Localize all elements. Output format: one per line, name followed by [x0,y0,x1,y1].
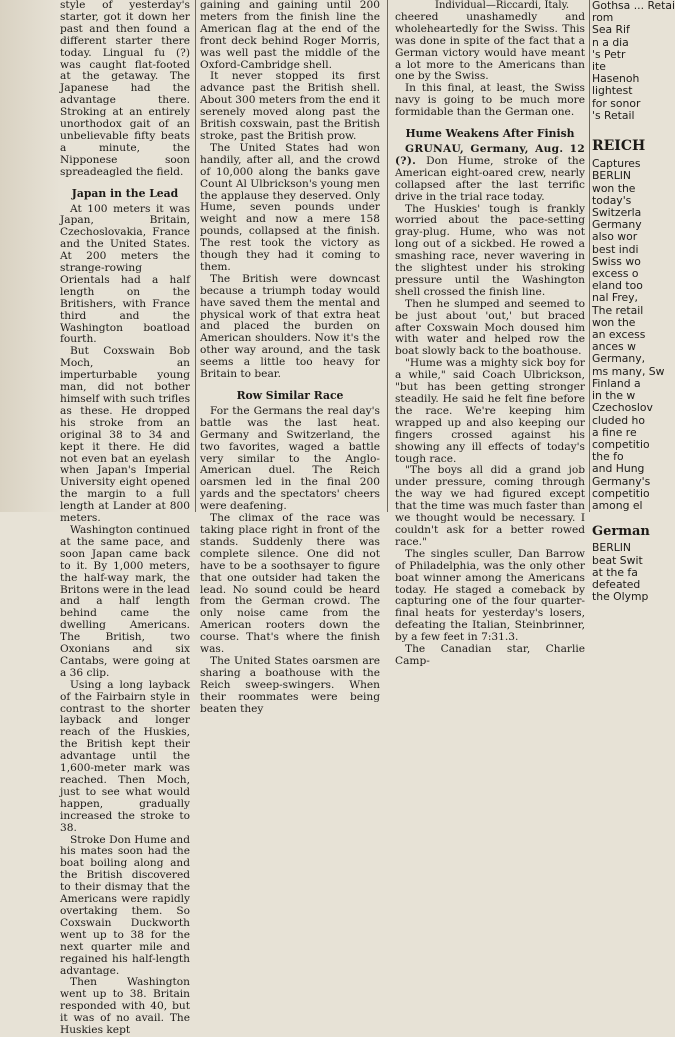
dateline: GRUNAU, Germany, Aug. 12 (?). [395,142,585,167]
column-4-line: best indi [592,242,639,256]
paragraph: Stroke Don Hume and his mates soon had the boat boiling along and the British discovered to their dismay that the Americans were rapidly overtaking them. So Coxswain Duckworth went up to 38 for the next quarter mile and regained his half-length advantage. [60,833,190,977]
paragraph: But Coxswain Bob Moch, an imperturbable young man, did not bother himself with such trifles as these. He dropped his stroke from an original 38 to 34 and kept it there. He did not even bat an eyelash when Japan's Imperial University eight opened the margin to a full length at Lander at 800 meters. [60,345,190,525]
results-caption: Individual—Riccardi, Italy. [435,0,570,11]
column-4-line: nal Frey, [592,291,638,305]
subheading-japan-in-lead: Japan in the Lead [71,186,179,200]
column-4-line: lightest [592,84,633,98]
column-4-lines-c [592,542,652,603]
column-4-line: Finland a [592,376,641,390]
column-4-line: the fo [592,450,624,464]
column-2 [200,0,380,715]
column-4-line: an excess [592,328,646,342]
column-4-line: 's Petr [592,47,626,61]
column-4-top: Gothsa ... Retai [592,0,675,12]
paragraph: The British were downcast because a triumph today would have saved them the mental and physical work of that extra heat and placed the burden on American shoulders. Now it's the other way around, and the task seems a little too heavy for Britain to bear. [200,272,380,381]
column-4-line: 's Retail [592,108,635,122]
column-4-line: Sea Rif [592,23,630,37]
column-4-lines-b [592,157,665,512]
column-4-line: in the w [592,389,636,403]
column-4-line: the Olymp [592,590,649,604]
paragraph: The United States oarsmen are sharing a boathouse with the Reich sweep-swingers. When their roommates were being beaten they [200,654,380,715]
paragraph: The Huskies' tough is frankly worried about the pace-setting gray-plug. Hume, who was not long out of a sickbed. He rowed a smashing race, never wavering in the slightest under his stroking pressure until the Washington shell crossed the finish line. [395,202,585,298]
paragraph: Then Washington went up to 38. Britain responded with 40, but it was of no avail. The Huskies kept [60,976,190,1037]
column-4-line: ms many, Sw [592,364,665,378]
column-1 [60,0,190,1037]
column-3 [395,0,585,667]
column-4-line: competitio [592,437,650,451]
column-4-line: for sonor [592,96,641,110]
column-2-lead: gaining and gaining until 200 meters from the finish line the American flag at the end of the front deck behind Roger Morris, was well past the middle of the Oxford-Cambridge shell. [200,0,380,71]
column-4-line: ances w [592,340,636,354]
column-4-line: ite [592,60,606,74]
paragraph: For the Germans the real day's battle was the last heat. Germany and Switzerland, the two favorites, waged a battle very similar to the Anglo-American duel. The Reich oarsmen led in the final 200 yards and the spectators' cheers were deafening. [200,404,380,513]
column-4-line: Germany, [592,352,646,366]
column-4-line: won the [592,315,636,329]
paragraph: The singles sculler, Dan Barrow of Philadelphia, was the only other boat winner among the Americans today. He staged a comeback by capturing one of the four quarter-final heats for yesterday's losers, defeating the Italian, Steinbrinner, by a few feet in 7:31.3. [395,547,585,644]
heading-german: German [592,524,650,540]
column-4-line: also wor [592,230,638,244]
column-4-line: Germany [592,218,642,232]
heading-reich: REICH [592,138,646,155]
column-4-line: Czechoslov [592,401,653,415]
column-4-line: cluded ho [592,413,646,427]
column-4-line: BERLIN [592,169,632,183]
page-gutter [0,0,60,512]
column-4-line: rom [592,11,614,25]
column-4-line: Germany's [592,474,651,488]
column-rule [195,0,196,512]
column-4 [592,0,675,604]
column-4-line: eland too [592,279,643,293]
paragraph: Using a long layback of the Fairbairn style in contrast to the shorter layback and longer reach of the Huskies, the British kept their advantage until the 1,600-meter mark was reached. Then Moch, just to see what would happen, gradually increased the stroke to 38. [60,678,190,834]
column-3-lead: cheered unashamedly and wholeheartedly for the Swiss. This was done in spite of the fact that a German victory would have meant a lot more to the Americans than one by the Swiss. [395,10,585,83]
column-4-line: today's [592,193,632,207]
column-4-lines-a [592,12,652,122]
column-rule [387,0,388,512]
paragraph: The United States had won handily, after all, and the crowd of 10,000 along the banks gave Count Al Ulbrickson's young men the applause they deserved. Only Hume, seven pounds under weight and now a mere 158 pounds, collapsed at the finish. The rest took the victory as though they had it coming to them. [200,141,380,273]
paragraph: At 100 meters it was Japan, Britain, Czechoslovakia, France and the United States. At 200 meters the strange-rowing Orientals had a half length on the Britishers, with France third and the Washington boatload fourth. [60,202,190,346]
column-1-lead: style of yesterday's starter, got it down her past and then found a different starter there today. Lingual fu (?) was caught flat-footed at the getaway. The Japanese had the advantage there. Stroking at an entirely unorthodox gait of an unbelievable fifty beats a minute, the Nipponese soon spreadeagled the field. [60,0,190,178]
paragraph: Then he slumped and seemed to be just about 'out,' but braced after Coxswain Moch doused him with water and helped row the boat slowly back to the boathouse. [395,297,585,358]
column-4-line: at the fa [592,565,638,579]
paragraph: The climax of the race was taking place right in front of the stands. Suddenly there was complete silence. One did not have to be a soothsayer to figure that one outsider had taken the lead. No sound could be heard from the German crowd. The only noise came from the American rooters down the course. That's where the finish was. [200,512,380,656]
paragraph: In this final, at least, the Swiss navy is going to be much more formidable than the German one. [395,82,585,119]
paragraph: "Hume was a mighty sick boy for a while," said Coach Ulbrickson, "but has been getting stronger steadily. He said he felt fine before the race. We're keeping him wrapped up and also keeping our fingers crossed against his showing any ill effects of today's tough race. [395,357,585,465]
column-4-line: among el [592,498,643,512]
column-4-line: n a dia [592,35,629,49]
column-4-line: Captures [592,157,641,171]
column-4-line: beat Swit [592,553,643,567]
column-4-line: won the [592,181,636,195]
subheading-row-similar-race: Row Similar Race [236,389,344,402]
paragraph-text: Don Hume, stroke of the American eight-oared crew, nearly collapsed after the last terrific drive in the trial race today. [395,154,585,203]
column-4-line: Swiss wo [592,254,641,268]
column-4-line: BERLIN [592,541,632,555]
column-4-line: Switzerla [592,206,642,220]
column-4-line: defeated [592,577,641,591]
column-4-line: Hasenoh [592,72,640,86]
dateline-paragraph [395,144,585,204]
column-4-line: The retail [592,303,644,317]
column-rule [589,0,590,512]
subheading-hume-weakens: Hume Weakens After Finish [405,127,575,141]
column-4-line: excess o [592,267,639,281]
paragraph: It never stopped its first advance past the British shell. About 300 meters from the end it serenely moved along past the British coxswain, past the British stroke, past the British prow. [200,70,380,142]
column-4-line: competitio [592,486,650,500]
paragraph: The Canadian star, Charlie Camp- [395,643,585,667]
paragraph: Washington continued at the same pace, and soon Japan came back to it. By 1,000 meters, the half-way mark, the Britons were in the lead and a half length behind came the dwelling Americans. The British, two Oxonians and six Cantabs, were going at a 36 clip. [60,523,190,679]
paragraph: "The boys all did a grand job under pressure, coming through the way we had figured except that the time was much faster than we thought would be necessary. I couldn't ask for a better rowed race." [395,464,585,548]
column-4-line: and Hung [592,462,645,476]
column-4-line: a fine re [592,425,637,439]
